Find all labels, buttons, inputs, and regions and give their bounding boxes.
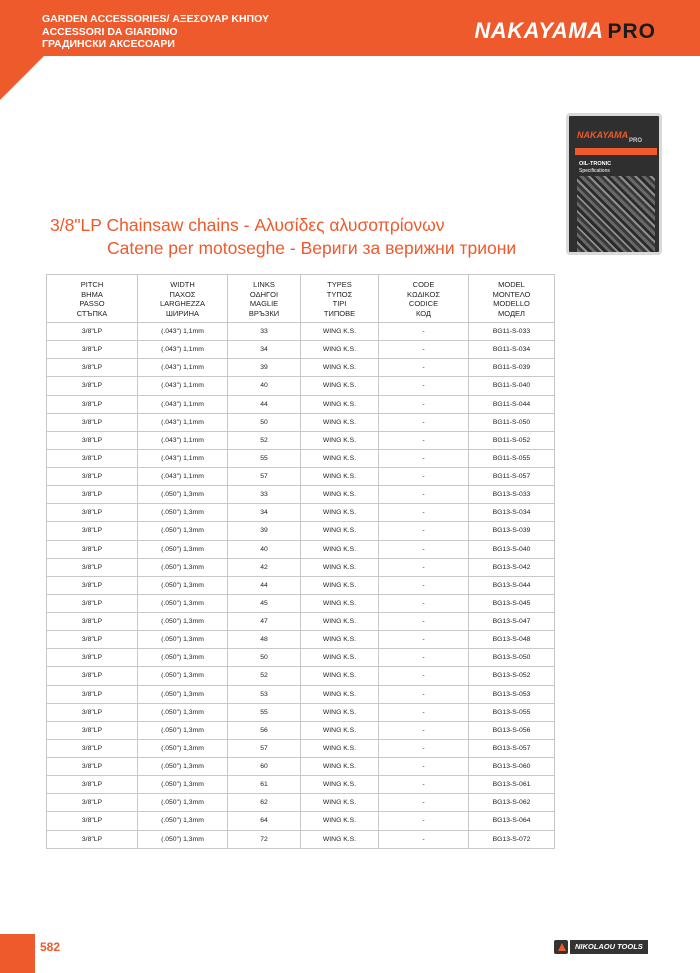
table-cell: 50 — [228, 649, 301, 667]
table-row — [47, 413, 555, 431]
table-cell: - — [379, 667, 469, 685]
table-cell: 3/8"LP — [47, 721, 138, 739]
product-image-band — [575, 148, 657, 155]
column-header-label: КОД — [415, 308, 432, 318]
column-header-label: СТЪПКА — [76, 308, 108, 318]
table-cell: BG13-S-052 — [469, 667, 555, 685]
table-cell: WING K.S. — [301, 685, 379, 703]
table-row — [47, 468, 555, 486]
table-cell: WING K.S. — [301, 413, 379, 431]
table-cell: 3/8"LP — [47, 504, 138, 522]
table-cell: 72 — [228, 830, 301, 848]
table-cell: WING K.S. — [301, 558, 379, 576]
table-cell: WING K.S. — [301, 576, 379, 594]
table-cell: 3/8"LP — [47, 522, 138, 540]
table-cell: BG13-S-053 — [469, 685, 555, 703]
table-row — [47, 540, 555, 558]
table-cell: 3/8"LP — [47, 486, 138, 504]
table-cell: BG13-S-045 — [469, 594, 555, 612]
table-row — [47, 558, 555, 576]
table-cell: (.050") 1,3mm — [138, 794, 228, 812]
table-row — [47, 703, 555, 721]
table-cell: 3/8"LP — [47, 649, 138, 667]
table-cell: - — [379, 631, 469, 649]
table-cell: 62 — [228, 794, 301, 812]
table-cell: 34 — [228, 341, 301, 359]
header-corner-triangle — [0, 56, 44, 100]
table-cell: 3/8"LP — [47, 576, 138, 594]
table-cell: WING K.S. — [301, 540, 379, 558]
table-cell: (.043") 1,1mm — [138, 395, 228, 413]
table-cell: BG13-S-055 — [469, 703, 555, 721]
column-header — [138, 275, 228, 323]
table-cell: WING K.S. — [301, 594, 379, 612]
table-cell: 3/8"LP — [47, 359, 138, 377]
table-cell: BG13-S-044 — [469, 576, 555, 594]
table-cell: - — [379, 449, 469, 467]
table-cell: BG11-S-033 — [469, 323, 555, 341]
table-cell: BG13-S-034 — [469, 504, 555, 522]
table-cell: 3/8"LP — [47, 667, 138, 685]
table-cell: BG11-S-057 — [469, 468, 555, 486]
table-row — [47, 794, 555, 812]
table-cell: (.050") 1,3mm — [138, 721, 228, 739]
table-cell: - — [379, 576, 469, 594]
table-row — [47, 758, 555, 776]
column-header-label: PITCH — [80, 280, 104, 289]
table-cell: 3/8"LP — [47, 540, 138, 558]
distributor-logo — [554, 940, 648, 954]
table-cell: WING K.S. — [301, 703, 379, 721]
table-row — [47, 431, 555, 449]
table-cell: WING K.S. — [301, 431, 379, 449]
table-cell: BG11-S-034 — [469, 341, 555, 359]
table-cell: - — [379, 758, 469, 776]
table-cell: 3/8"LP — [47, 739, 138, 757]
table-row — [47, 631, 555, 649]
table-cell: WING K.S. — [301, 486, 379, 504]
table-row — [47, 323, 555, 341]
table-cell: WING K.S. — [301, 377, 379, 395]
table-cell: 3/8"LP — [47, 449, 138, 467]
table-cell: BG13-S-056 — [469, 721, 555, 739]
table-cell: 48 — [228, 631, 301, 649]
table-cell: WING K.S. — [301, 667, 379, 685]
table-cell: - — [379, 685, 469, 703]
table-cell: WING K.S. — [301, 323, 379, 341]
table-cell: WING K.S. — [301, 504, 379, 522]
table-cell: 3/8"LP — [47, 468, 138, 486]
table-row — [47, 812, 555, 830]
table-cell: 3/8"LP — [47, 703, 138, 721]
table-row — [47, 449, 555, 467]
table-row — [47, 522, 555, 540]
table-cell: BG13-S-061 — [469, 776, 555, 794]
table-cell: (.043") 1,1mm — [138, 468, 228, 486]
table-cell: - — [379, 504, 469, 522]
table-cell: (.050") 1,3mm — [138, 812, 228, 830]
distributor-name: NIKOLAOU TOOLS — [570, 940, 648, 954]
table-cell: 3/8"LP — [47, 594, 138, 612]
table-row — [47, 613, 555, 631]
table-row — [47, 776, 555, 794]
page-number: 582 — [40, 940, 61, 954]
table-cell: BG13-S-062 — [469, 794, 555, 812]
table-cell: 47 — [228, 613, 301, 631]
table-cell: (.050") 1,3mm — [138, 631, 228, 649]
table-cell: - — [379, 359, 469, 377]
table-cell: WING K.S. — [301, 468, 379, 486]
table-cell: 45 — [228, 594, 301, 612]
footer-bar — [0, 934, 35, 973]
table-cell: - — [379, 613, 469, 631]
table-cell: - — [379, 540, 469, 558]
column-header-label: MODELLO — [493, 299, 530, 308]
table-cell: (.050") 1,3mm — [138, 576, 228, 594]
table-cell: (.043") 1,1mm — [138, 413, 228, 431]
table-row — [47, 341, 555, 359]
column-header-label: LARGHEZZA — [159, 299, 205, 308]
table-cell: WING K.S. — [301, 830, 379, 848]
table-cell: (.050") 1,3mm — [138, 504, 228, 522]
table-cell: - — [379, 395, 469, 413]
table-cell: BG13-S-064 — [469, 812, 555, 830]
table-cell: BG11-S-044 — [469, 395, 555, 413]
table-cell: 3/8"LP — [47, 812, 138, 830]
column-header-label: МОДЕЛ — [498, 308, 525, 318]
table-cell: WING K.S. — [301, 794, 379, 812]
table-cell: BG13-S-072 — [469, 830, 555, 848]
table-cell: 3/8"LP — [47, 341, 138, 359]
table-cell: 64 — [228, 812, 301, 830]
column-header-label: CODICE — [408, 299, 439, 308]
table-cell: - — [379, 776, 469, 794]
table-cell: 3/8"LP — [47, 558, 138, 576]
table-cell: - — [379, 703, 469, 721]
product-image-line1: OIL-TRONIC — [579, 161, 612, 167]
table-cell: 61 — [228, 776, 301, 794]
table-cell: WING K.S. — [301, 812, 379, 830]
table-row — [47, 830, 555, 848]
table-cell: WING K.S. — [301, 341, 379, 359]
column-header-label: ВРЪЗКИ — [248, 308, 280, 318]
table-cell: WING K.S. — [301, 739, 379, 757]
product-image-brand: NAKAYAMA — [577, 130, 629, 140]
table-cell: WING K.S. — [301, 613, 379, 631]
table-cell: 3/8"LP — [47, 685, 138, 703]
table-cell: - — [379, 522, 469, 540]
product-image-brand-suffix: PRO — [629, 138, 643, 144]
column-header-label: ΤΥΠΟΣ — [326, 289, 353, 299]
table-cell: BG13-S-033 — [469, 486, 555, 504]
chain-spec-table — [46, 274, 555, 849]
page-title-line2: Catene per motoseghe - Вериги за верижни триони — [107, 238, 517, 258]
table-cell: WING K.S. — [301, 449, 379, 467]
table-cell: - — [379, 794, 469, 812]
column-header-label: ШИРИНА — [165, 308, 200, 318]
table-cell: - — [379, 830, 469, 848]
table-cell: - — [379, 739, 469, 757]
column-header-label: ΜΟΝΤΕΛΟ — [492, 289, 531, 299]
table-cell: - — [379, 468, 469, 486]
brand-logo — [474, 18, 656, 44]
table-cell: (.043") 1,1mm — [138, 449, 228, 467]
column-header — [379, 275, 469, 323]
table-row — [47, 486, 555, 504]
table-cell: - — [379, 431, 469, 449]
table-cell: - — [379, 377, 469, 395]
table-cell: 42 — [228, 558, 301, 576]
table-row — [47, 685, 555, 703]
table-cell: BG13-S-048 — [469, 631, 555, 649]
table-cell: WING K.S. — [301, 395, 379, 413]
brand-suffix: PRO — [607, 20, 656, 43]
table-cell: 52 — [228, 431, 301, 449]
category-line-en: GARDEN ACCESSORIES/ ΑΞΕΣΟΥΑΡ ΚΗΠΟΥ — [42, 13, 269, 25]
table-cell: 56 — [228, 721, 301, 739]
table-header-row — [47, 275, 555, 323]
table-cell: - — [379, 558, 469, 576]
table-row — [47, 377, 555, 395]
column-header-label: LINKS — [253, 280, 275, 289]
table-cell: 55 — [228, 703, 301, 721]
table-cell: 40 — [228, 377, 301, 395]
table-cell: - — [379, 721, 469, 739]
table-cell: 60 — [228, 758, 301, 776]
table-cell: (.050") 1,3mm — [138, 558, 228, 576]
table-cell: 57 — [228, 468, 301, 486]
table-row — [47, 721, 555, 739]
table-cell: BG13-S-050 — [469, 649, 555, 667]
table-cell: (.050") 1,3mm — [138, 685, 228, 703]
table-cell: 3/8"LP — [47, 395, 138, 413]
table-cell: (.043") 1,1mm — [138, 431, 228, 449]
table-cell: - — [379, 323, 469, 341]
chain-picture — [577, 176, 655, 252]
table-cell: 3/8"LP — [47, 758, 138, 776]
table-cell: 3/8"LP — [47, 377, 138, 395]
table-row — [47, 576, 555, 594]
table-cell: (.050") 1,3mm — [138, 522, 228, 540]
table-row — [47, 649, 555, 667]
distributor-logo-icon — [554, 940, 568, 954]
table-cell: WING K.S. — [301, 649, 379, 667]
table-cell: (.050") 1,3mm — [138, 703, 228, 721]
table-cell: 50 — [228, 413, 301, 431]
category-heading — [42, 13, 269, 51]
table-cell: 44 — [228, 395, 301, 413]
table-cell: (.050") 1,3mm — [138, 594, 228, 612]
table-cell: (.050") 1,3mm — [138, 649, 228, 667]
table-cell: 3/8"LP — [47, 830, 138, 848]
table-cell: (.050") 1,3mm — [138, 667, 228, 685]
table-cell: - — [379, 413, 469, 431]
table-cell: 55 — [228, 449, 301, 467]
table-cell: 33 — [228, 323, 301, 341]
table-cell: 57 — [228, 739, 301, 757]
product-image-line2: Specifications — [579, 168, 610, 174]
table-cell: - — [379, 341, 469, 359]
table-cell: BG13-S-057 — [469, 739, 555, 757]
table-cell: 3/8"LP — [47, 613, 138, 631]
table-cell: 39 — [228, 359, 301, 377]
column-header-label: WIDTH — [170, 280, 195, 289]
table-cell: 3/8"LP — [47, 776, 138, 794]
table-cell: 40 — [228, 540, 301, 558]
table-row — [47, 667, 555, 685]
table-cell: BG13-S-040 — [469, 540, 555, 558]
table-cell: (.043") 1,1mm — [138, 359, 228, 377]
table-cell: (.050") 1,3mm — [138, 540, 228, 558]
column-header-label: TIPI — [332, 299, 347, 308]
table-cell: (.043") 1,1mm — [138, 377, 228, 395]
table-row — [47, 504, 555, 522]
table-cell: BG11-S-052 — [469, 431, 555, 449]
table-cell: 44 — [228, 576, 301, 594]
table-body — [47, 323, 555, 849]
table-cell: BG13-S-042 — [469, 558, 555, 576]
table-cell: - — [379, 486, 469, 504]
table-cell: 3/8"LP — [47, 794, 138, 812]
table-cell: BG13-S-047 — [469, 613, 555, 631]
table-cell: (.050") 1,3mm — [138, 739, 228, 757]
table-cell: (.043") 1,1mm — [138, 341, 228, 359]
table-cell: - — [379, 594, 469, 612]
table-row — [47, 739, 555, 757]
column-header-label: MODEL — [498, 280, 525, 289]
column-header-label: TYPES — [327, 280, 352, 289]
table-cell: BG13-S-039 — [469, 522, 555, 540]
table-cell: WING K.S. — [301, 631, 379, 649]
table-cell: WING K.S. — [301, 758, 379, 776]
table-cell: (.050") 1,3mm — [138, 830, 228, 848]
table-cell: (.050") 1,3mm — [138, 486, 228, 504]
table-cell: 3/8"LP — [47, 631, 138, 649]
table-cell: WING K.S. — [301, 721, 379, 739]
column-header-label: PASSO — [79, 299, 105, 308]
table-row — [47, 395, 555, 413]
brand-name: NAKAYAMA — [474, 18, 604, 43]
table-cell: WING K.S. — [301, 359, 379, 377]
table-cell: 52 — [228, 667, 301, 685]
column-header-label: MAGLIE — [249, 299, 279, 308]
table-cell: BG13-S-060 — [469, 758, 555, 776]
table-cell: 3/8"LP — [47, 413, 138, 431]
table-cell: 3/8"LP — [47, 431, 138, 449]
table-cell: 33 — [228, 486, 301, 504]
column-header-label: ΒΗΜΑ — [81, 289, 103, 299]
column-header-label: ΠΑΧΟΣ — [169, 289, 196, 299]
page-title-line1: 3/8"LP Chainsaw chains - Αλυσίδες αλυσοπρίονων — [50, 215, 445, 235]
table-cell: WING K.S. — [301, 522, 379, 540]
category-line-bg: ГРАДИНСКИ АКСЕСОАРИ — [42, 38, 175, 50]
column-header-label: CODE — [412, 280, 435, 289]
column-header-label: ΚΩΔΙΚΟΣ — [407, 289, 440, 299]
column-header — [301, 275, 379, 323]
table-cell: - — [379, 812, 469, 830]
table-row — [47, 594, 555, 612]
table-cell: BG11-S-039 — [469, 359, 555, 377]
table-cell: BG11-S-040 — [469, 377, 555, 395]
table-cell: (.050") 1,3mm — [138, 758, 228, 776]
table-cell: BG11-S-050 — [469, 413, 555, 431]
column-header-label: ТИПОВЕ — [323, 308, 356, 318]
table-cell: BG11-S-055 — [469, 449, 555, 467]
table-cell: WING K.S. — [301, 776, 379, 794]
column-header — [47, 275, 138, 323]
column-header — [469, 275, 555, 323]
table-cell: (.050") 1,3mm — [138, 613, 228, 631]
column-header-label: ΟΔΗΓΟΙ — [249, 289, 279, 299]
table-cell: 53 — [228, 685, 301, 703]
table-cell: 39 — [228, 522, 301, 540]
table-cell: 3/8"LP — [47, 323, 138, 341]
category-line-it: ACCESSORI DA GIARDINO — [42, 25, 178, 38]
column-header — [228, 275, 301, 323]
table-cell: 34 — [228, 504, 301, 522]
table-cell: (.050") 1,3mm — [138, 776, 228, 794]
table-cell: - — [379, 649, 469, 667]
product-image — [566, 113, 662, 255]
table-row — [47, 359, 555, 377]
table-cell: (.043") 1,1mm — [138, 323, 228, 341]
